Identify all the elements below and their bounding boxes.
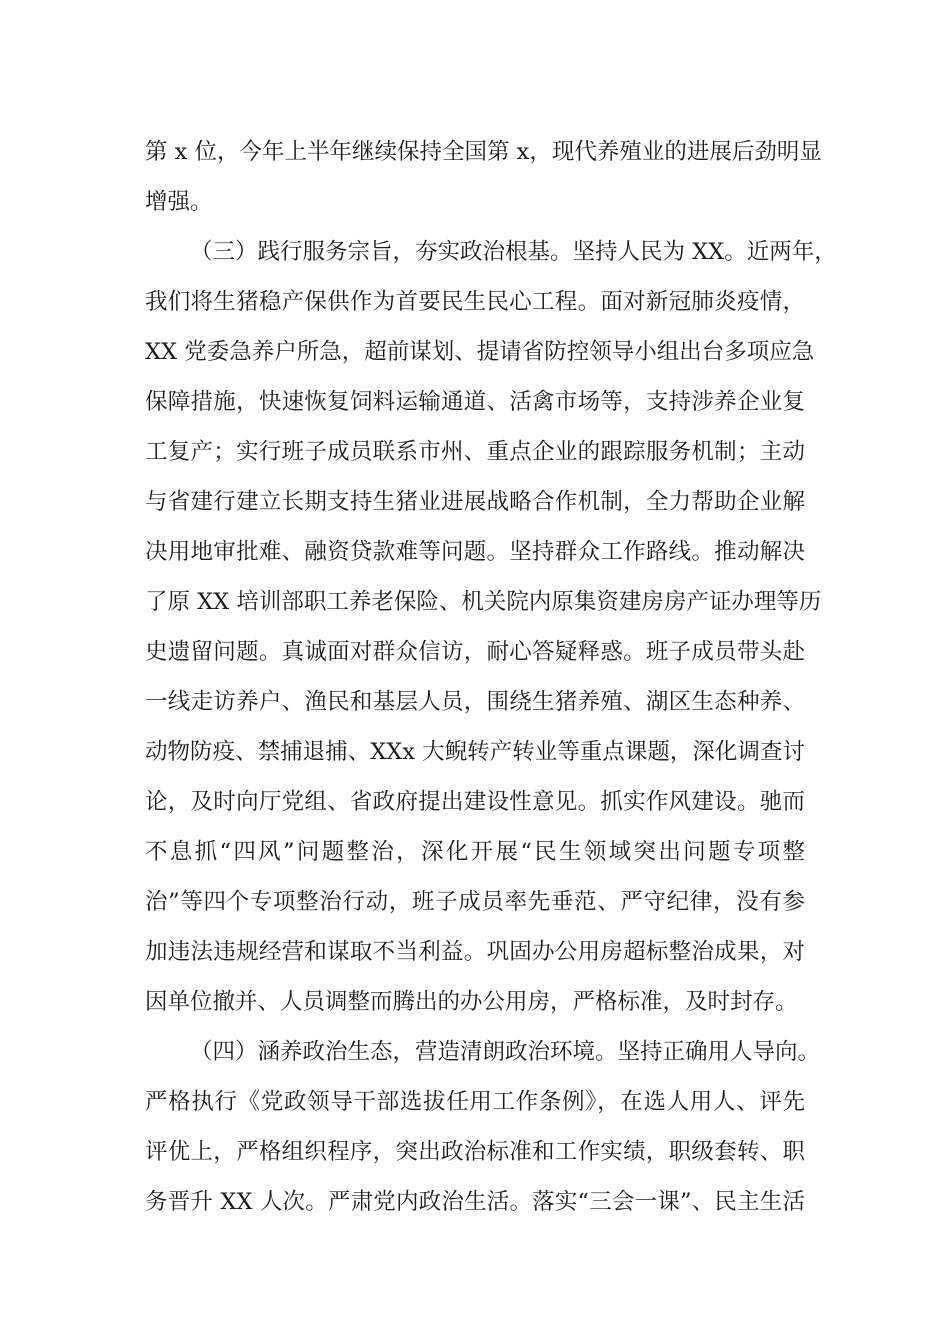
text-line: 动物防疫、禁捕退捕、XXx 大鲵转产转业等重点课题，深化调查讨 [145, 739, 805, 765]
text-line: XX 党委急养户所急，超前谋划、提请省防控领导小组出台多项应急 [145, 339, 815, 365]
text-line: 严格执行《党政领导干部选拔任用工作条例》，在选人用人、评先 [145, 1089, 805, 1115]
paragraph-heading-line: （四）涵养政治生态，营造清朗政治环境。坚持正确用人导向。 [190, 1039, 821, 1065]
text-line: 了原 XX 培训部职工养老保险、机关院内原集资建房房产证办理等历 [145, 589, 822, 615]
text-line: 决用地审批难、融资贷款难等问题。坚持群众工作路线。推动解决 [145, 539, 805, 565]
text-line: 增强。 [145, 189, 213, 215]
text-line: 论，及时向厅党组、省政府提出建设性意见。抓实作风建设。驰而 [145, 789, 805, 815]
text-line: 不息抓“四风”问题整治，深化开展“民生领域突出问题专项整 [145, 839, 805, 865]
text-line: 保障措施，快速恢复饲料运输通道、活禽市场等，支持涉养企业复 [145, 389, 805, 415]
text-line: 史遗留问题。真诚面对群众信访，耐心答疑释惑。班子成员带头赴 [145, 639, 805, 665]
text-line: 治”等四个专项整治行动，班子成员率先垂范、严守纪律，没有参 [145, 889, 805, 915]
text-line: 加违法违规经营和谋取不当利益。巩固办公用房超标整治成果，对 [145, 939, 805, 965]
text-line: 评优上，严格组织程序，突出政治标准和工作实绩，职级套转、职 [145, 1139, 805, 1165]
paragraph-heading-line: （三）践行服务宗旨，夯实政治根基。坚持人民为 XX。近两年， [190, 239, 837, 265]
text-line: 第 x 位，今年上半年继续保持全国第 x，现代养殖业的进展后劲明显 [145, 139, 822, 165]
text-line: 务晋升 XX 人次。严肃党内政治生活。落实“三会一课”、民主生活 [145, 1189, 805, 1215]
text-line: 我们将生猪稳产保供作为首要民生民心工程。面对新冠肺炎疫情， [145, 289, 805, 315]
text-line: 一线走访养户、渔民和基层人员，围绕生猪养殖、湖区生态种养、 [145, 689, 805, 715]
text-line: 因单位撤并、人员调整而腾出的办公用房，严格标准，及时封存。 [145, 989, 798, 1015]
text-line: 与省建行建立长期支持生猪业进展战略合作机制，全力帮助企业解 [145, 489, 805, 515]
text-line: 工复产；实行班子成员联系市州、重点企业的跟踪服务机制；主动 [145, 439, 805, 465]
